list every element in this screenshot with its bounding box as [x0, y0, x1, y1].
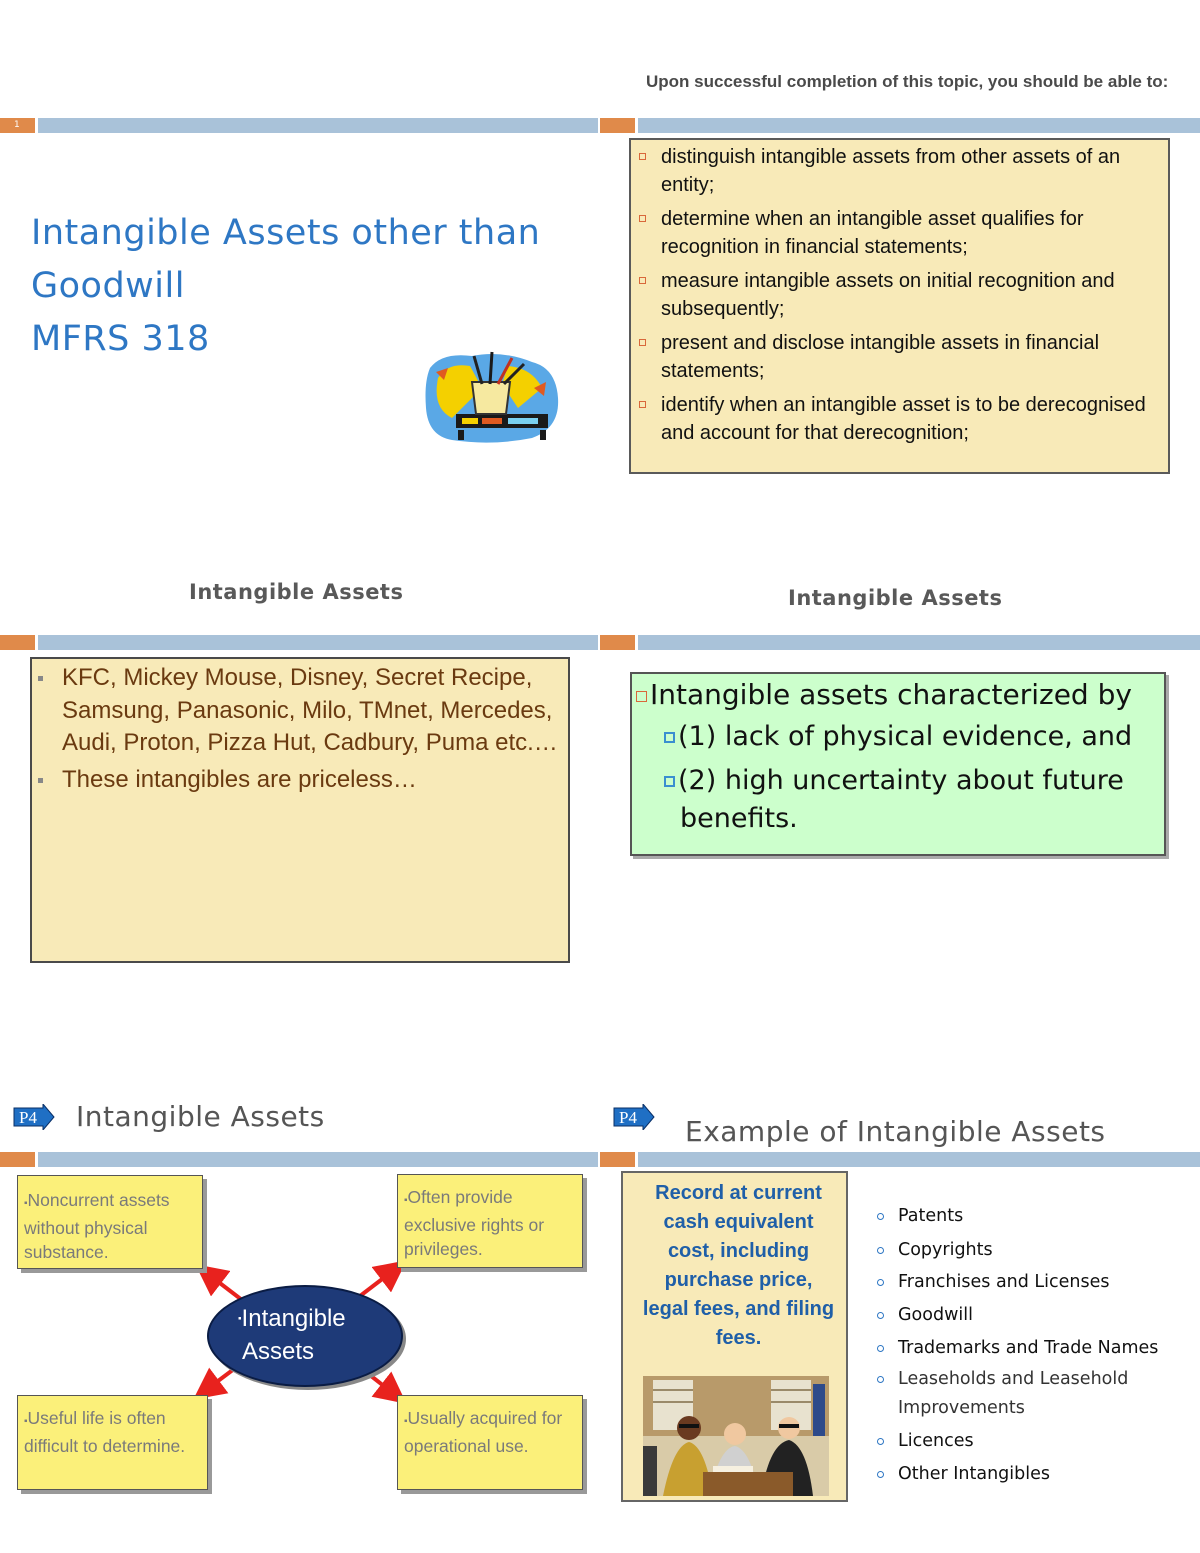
list-item: [874, 1460, 1184, 1489]
point-line-continued: benefits.: [680, 803, 798, 834]
slide-heading: Intangible Assets: [189, 580, 404, 604]
header-bar: [638, 635, 1200, 650]
objectives-heading: Upon successful completion of this topic, you should be able to:: [646, 72, 1169, 91]
bullet-icon: ▪: [238, 1313, 242, 1325]
point-line: [664, 721, 1132, 752]
slide-number: 1: [14, 120, 20, 130]
list-item: [874, 1236, 1184, 1265]
center-oval-label: [238, 1303, 346, 1368]
slide-title: Example of Intangible Assets: [685, 1115, 1106, 1148]
square-bullet-icon: [664, 776, 675, 787]
circle-bullet-icon: [877, 1312, 884, 1319]
list-item-text: Leaseholds and Leasehold Improvements: [898, 1369, 1129, 1418]
square-bullet-icon: [664, 732, 675, 743]
objectives-list: [631, 144, 1158, 447]
point-text: (2) high uncertainty about future: [678, 765, 1124, 796]
point-line: [664, 765, 1124, 796]
list-item: [631, 392, 1158, 447]
list-item: [874, 1334, 1184, 1363]
slide-title: Intangible Assets: [76, 1100, 325, 1133]
box-text: Often provide exclusive rights or privileges.: [404, 1187, 545, 1259]
list-item-text: Licences: [898, 1431, 974, 1451]
brands-box: [30, 657, 570, 963]
bullet-icon: [38, 676, 43, 681]
list-item: [874, 1301, 1184, 1330]
list-item: [631, 144, 1158, 199]
p4-arrow-badge-icon: [613, 1104, 655, 1130]
list-item: [874, 1427, 1184, 1456]
header-bar: [38, 118, 598, 133]
center-text: Assets: [242, 1337, 315, 1365]
slide-heading: Intangible Assets: [788, 586, 1003, 610]
list-item: [631, 206, 1158, 261]
brands-list: [32, 662, 558, 796]
examples-list: [874, 1202, 1184, 1489]
circle-bullet-icon: [877, 1438, 884, 1445]
list-item-text: Trademarks and Trade Names: [898, 1338, 1159, 1358]
record-text: Record at current cash equivalent cost, including purchase price, legal fees, and filing fees.: [642, 1182, 835, 1349]
list-item-text: distinguish intangible assets from other assets of an entity;: [661, 146, 1121, 196]
header-accent-bar: [0, 1152, 35, 1167]
header-bar: [38, 635, 598, 650]
header-bar: [638, 1152, 1200, 1167]
list-item-text: Copyrights: [898, 1240, 993, 1260]
list-item: [874, 1202, 1184, 1231]
list-item-text: Other Intangibles: [898, 1464, 1051, 1484]
characteristics-box: [630, 672, 1166, 856]
circle-bullet-icon: [877, 1345, 884, 1352]
badge-text: P4: [19, 1108, 37, 1127]
bullet-icon: ▪: [404, 1416, 408, 1427]
header-accent-bar: [0, 635, 35, 650]
page-title: [31, 207, 540, 366]
center-line: [238, 1303, 346, 1336]
square-bullet-icon: [639, 277, 646, 284]
header-accent-bar: [600, 635, 635, 650]
bullet-icon: ▪: [404, 1195, 408, 1206]
list-item: [874, 1365, 1184, 1423]
circle-bullet-icon: [877, 1247, 884, 1254]
box-useful-life: [17, 1395, 208, 1490]
header-bar: [638, 118, 1200, 133]
box-text: Useful life is often difficult to determine.: [24, 1408, 186, 1456]
box-text: Noncurrent assets without physical substance.: [24, 1190, 170, 1262]
circle-bullet-icon: [877, 1213, 884, 1220]
circle-bullet-icon: [877, 1471, 884, 1478]
lead-text: Intangible assets characterized by: [650, 678, 1132, 711]
list-item: [32, 662, 558, 760]
arrow-bottom-right: [366, 1372, 394, 1394]
list-item-text: Goodwill: [898, 1305, 973, 1325]
courtroom-illustration-icon: [643, 1376, 829, 1496]
title-line: Goodwill: [31, 266, 185, 306]
list-item: [874, 1268, 1184, 1297]
bullet-icon: ▪: [24, 1416, 28, 1427]
list-item-text: Patents: [898, 1206, 964, 1226]
badge-text: P4: [619, 1108, 637, 1127]
header-accent-bar: [600, 1152, 635, 1167]
record-box: [621, 1171, 848, 1502]
list-item-text: present and disclose intangible assets in financial statements;: [661, 332, 1100, 382]
list-item: [631, 330, 1158, 385]
list-item-text: KFC, Mickey Mouse, Disney, Secret Recipe, Samsung, Panasonic, Milo, TMnet, Mercedes, Audi, Proton, Pizza Hut, Cadbury, Puma etc.…: [62, 664, 558, 756]
lead-line: [636, 678, 1132, 711]
circle-bullet-icon: [877, 1376, 884, 1383]
list-item-text: identify when an intangible asset is to be derecognised and account for that derecognition;: [661, 394, 1146, 444]
list-item-text: Franchises and Licenses: [898, 1272, 1110, 1292]
p4-arrow-badge-icon: [13, 1104, 55, 1130]
list-item-text: These intangibles are priceless…: [62, 765, 417, 793]
box-text: Usually acquired for operational use.: [404, 1408, 563, 1456]
point-text: (1) lack of physical evidence, and: [678, 721, 1133, 752]
square-bullet-icon: [639, 401, 646, 408]
header-bar: [38, 1152, 598, 1167]
desk-clipart-icon: [422, 348, 562, 446]
square-bullet-icon: [639, 339, 646, 346]
box-exclusive-rights: [397, 1174, 583, 1268]
list-item: [32, 764, 558, 797]
list-item-text: measure intangible assets on initial recognition and subsequently;: [661, 270, 1115, 320]
box-operational-use: [397, 1395, 583, 1490]
title-line: MFRS 318: [31, 319, 210, 359]
objectives-box: [629, 138, 1170, 474]
box-noncurrent: [17, 1175, 203, 1269]
circle-bullet-icon: [877, 1279, 884, 1286]
arrow-top-right: [360, 1270, 394, 1296]
header-accent-bar: [600, 118, 635, 133]
arrow-top-left: [208, 1274, 242, 1300]
bullet-icon: ▪: [24, 1198, 28, 1209]
list-item: [631, 268, 1158, 323]
bullet-icon: [38, 778, 43, 783]
square-bullet-icon: [636, 691, 647, 702]
title-line: Intangible Assets other than: [31, 213, 541, 253]
list-item-text: determine when an intangible asset qualifies for recognition in financial statements;: [661, 208, 1084, 258]
center-text: Intangible: [241, 1305, 346, 1332]
square-bullet-icon: [639, 153, 646, 160]
square-bullet-icon: [639, 215, 646, 222]
